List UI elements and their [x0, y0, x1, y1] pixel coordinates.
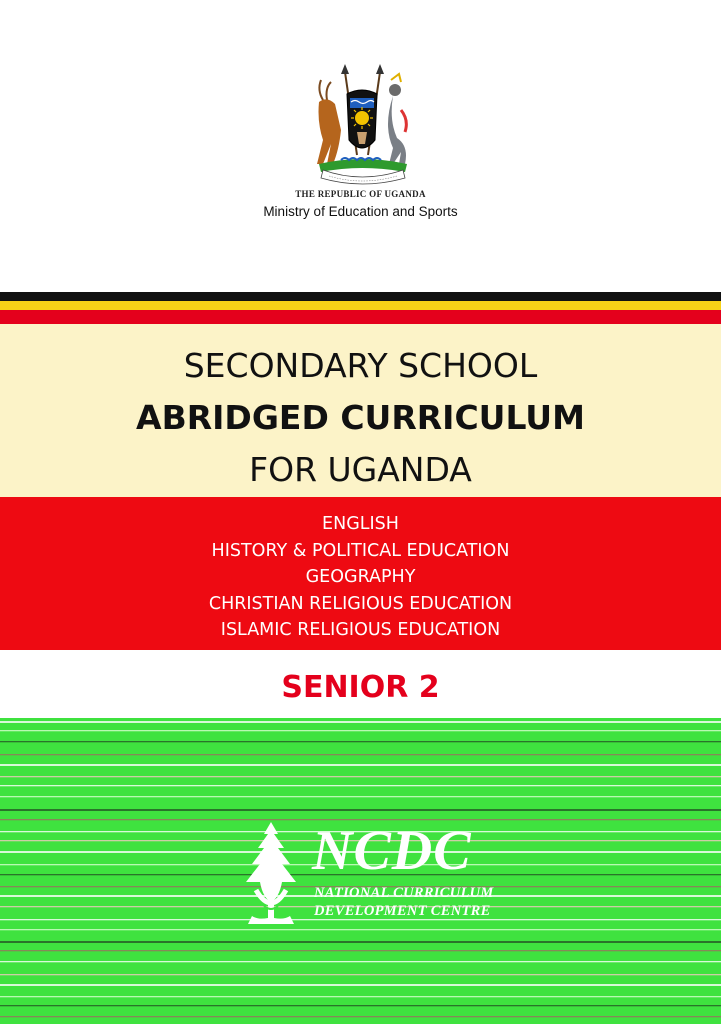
ncdc-tree-logo-icon [238, 820, 304, 930]
title-line-3: FOR UGANDA [249, 450, 472, 489]
flag-stripe-yellow [0, 301, 721, 310]
flag-stripe-red [0, 310, 721, 324]
stripe-line [0, 974, 721, 975]
subject-list [0, 511, 721, 644]
stripe-line [0, 796, 721, 797]
ncdc-name-line-2: DEVELOPMENT CENTRE [314, 903, 491, 919]
stripe-line [0, 764, 721, 766]
stripe-line [0, 941, 721, 943]
stripe-line [0, 961, 721, 962]
stripe-line [0, 785, 721, 786]
stripe-line [0, 950, 721, 951]
stripe-line [0, 741, 721, 742]
uganda-coat-of-arms-icon [305, 60, 420, 185]
stripe-line [0, 1016, 721, 1017]
subject-item: GEOGRAPHY [305, 567, 416, 587]
flag-stripe-black [0, 292, 721, 301]
stripe-line [0, 1005, 721, 1006]
republic-label: THE REPUBLIC OF UGANDA [295, 189, 426, 199]
subject-item: ENGLISH [322, 514, 399, 534]
ncdc-name-line-1: NATIONAL CURRICULUM [314, 885, 494, 901]
subject-item: CHRISTIAN RELIGIOUS EDUCATION [208, 593, 513, 614]
stripe-line [0, 730, 721, 731]
stripe-line [0, 996, 721, 997]
ncdc-abbreviation: NCDC [312, 820, 472, 882]
stripe-line [0, 984, 721, 986]
stripe-line [0, 929, 721, 930]
subject-item: HISTORY & POLITICAL EDUCATION [211, 540, 510, 561]
stripe-line [0, 776, 721, 777]
stripe-line [0, 809, 721, 811]
ministry-label: Ministry of Education and Sports [263, 204, 458, 219]
subject-item: ISLAMIC RELIGIOUS EDUCATION [220, 620, 501, 640]
stripe-line [0, 721, 721, 723]
class-level: SENIOR 2 [281, 670, 440, 705]
title-line-2: ABRIDGED CURRICULUM [136, 398, 585, 437]
stripe-line [0, 754, 721, 755]
title-line-1: SECONDARY SCHOOL [183, 346, 538, 385]
